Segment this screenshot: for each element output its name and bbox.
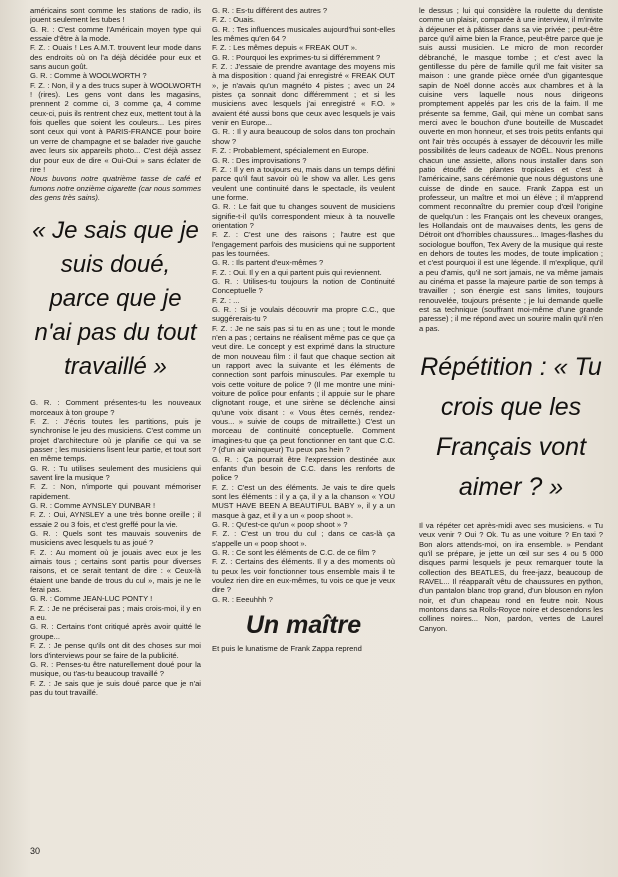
paragraph: G. R. : Le fait que tu changes souvent de musiciens signifie-t-il qu'ils correspondent mieux à ta nouvelle orientation ? xyxy=(212,202,395,230)
paragraph: G. R. : Tu utilises seulement des musiciens qui savent lire la musique ? xyxy=(30,463,201,482)
pull-quote-talent: « Je sais que je suis doué, parce que je n'ai pas du tout travaillé » xyxy=(32,217,199,381)
section-heading: Un maître xyxy=(245,611,362,639)
paragraph: F. Z. : Oui. Il y en a qui partent puis qui reviennent. xyxy=(212,267,382,277)
paragraph: G. R. : Comme JEAN-LUC PONTY ! xyxy=(30,594,153,604)
paragraph: G. R. : Certains t'ont critiqué après avoir quitté le groupe... xyxy=(30,622,201,641)
paragraph: F. Z. : Ouais ! Les A.M.T. trouvent leur mode dans des endroits où on l'a déjà décidée pour eux et sans aucun goût. xyxy=(30,43,201,72)
paragraph: G. R. : Ça pourrait être l'expression destinée aux enfants d'un besoin de C.C. dans les renforts de police ? xyxy=(212,454,395,483)
paragraph: F. Z. : Les mêmes depuis « FREAK OUT ». xyxy=(212,43,358,53)
paragraph: G. R. : Es-tu différent des autres ? xyxy=(212,6,328,15)
paragraph: G. R. : Ce sont les éléments de C.C. de ce film ? xyxy=(212,547,376,557)
paragraph: Il va répéter cet après-midi avec ses musiciens. « Tu veux venir ? Oui ? Ok. Tu as une voiture ? En taxi ? Bon alors attends-moi, on ira ensemble. » Pendant qu'il se prépare, je jette un œil sur ses 4 ou 5 000 disques parmi lesquels je peux remarquer toute la collection des BEATLES, du free-jazz, beaucoup de RAVEL... Il réapparaît vêtu de chaussures en python, d'un pantalon blanc trop grand, d'un blouson en nylon noir, et d'un chapeau rond en feutre noir. Nous montons dans sa Rolls-Royce noire et descendons les collines noires... Non, pardon, vertes de Laurel Canyon. xyxy=(419,521,603,633)
paragraph: F. Z. : C'est un des éléments. Je vais te dire quels sont les éléments : il y a ça, il y a la chanson « YOU MUST HAVE BEEN A BEAUTIFUL BABY », il y a un masque à gaz, et il y a un « poop shoot ». xyxy=(212,482,395,520)
italic-note: Nous buvons notre quatrième tasse de café et fumons notre onzième cigarette (car nous sommes des gens très sains). xyxy=(30,174,201,202)
paragraph: G. R. : Ils partent d'eux-mêmes ? xyxy=(212,258,324,268)
paragraph: G. R. : Comment présentes-tu les nouveaux morceaux à ton groupe ? xyxy=(30,398,201,417)
paragraph: F. Z. : J'écris toutes les partitions, puis je synchronise le jeu des musiciens. C'est comme un projet d'architecture où je planifie ce qui va se passer ; les musiciens lisent leur partie, et tout sort en même temps. xyxy=(30,416,201,464)
paragraph: F. Z. : Je sais que je suis doué parce que je n'ai pas du tout travaillé. xyxy=(30,678,201,697)
paragraph: F. Z. : C'est une des raisons ; l'autre est que l'engagement parfois des musiciens qui ne supportent pas les tournées. xyxy=(212,230,395,258)
column-left xyxy=(30,6,201,697)
paragraph: G. R. : Comme à WOOLWORTH ? xyxy=(30,71,147,81)
paragraph: F. Z. : Je pense qu'ils ont dit des choses sur moi lors d'interviews pour se faire de la publicité. xyxy=(30,641,201,660)
paragraph: F. Z. : Oui, AYNSLEY a une très bonne oreille ; il essaie 2 ou 3 fois, et c'est greffé pour la vie. xyxy=(30,510,201,529)
paragraph: G. R. : Qu'est-ce qu'un « poop shoot » ? xyxy=(212,519,348,529)
paragraph: F. Z. : Au moment où je jouais avec eux je les aimais tous ; certains sont partis pour diverses raisons, et ce serait tentant de dire : « Ceux-là étaient une bande de trous du cul », mais je ne le ferai pas. xyxy=(30,547,201,595)
paragraph: F. Z. : J'essaie de prendre avantage des moyens mis à ma disposition : quand j'ai enregistré « FREAK OUT », je n'avais qu'un magnéto 4 pistes ; avec un 24 pistes ça sonnait donc différemment ; et si les musiciens avec lesquels j'ai enregistré « F.O. » avaient été aussi bons que ceux avec lesquels je vais venir en Europe... xyxy=(212,62,395,128)
paragraph: G. R. : Tes influences musicales aujourd'hui sont-elles les mêmes qu'en 64 ? xyxy=(212,24,395,44)
paragraph: F. Z. : Non, n'importe qui pouvant mémoriser rapidement. xyxy=(30,482,201,501)
paragraph: F. Z. : Je ne préciserai pas ; mais crois-moi, il y en a eu. xyxy=(30,603,201,623)
paragraph: F. Z. : Il y en a toujours eu, mais dans un temps défini parce qu'il faut savoir où le show va aller. Les gens veulent une continuité dans le spectacle, ils veulent une forme. xyxy=(212,164,395,202)
column-right xyxy=(419,6,603,633)
pull-quote-repetition: Répétition : « Tu crois que les Français vont aimer ? » xyxy=(420,353,602,502)
section-intro: Et puis le lunatisme de Frank Zappa reprend xyxy=(212,644,362,653)
paragraph: F. Z. : Probablement, spécialement en Europe. xyxy=(212,146,369,156)
paragraph: G. R. : Il y aura beaucoup de solos dans ton prochain show ? xyxy=(212,127,395,146)
column-middle xyxy=(212,6,395,653)
paragraph: G. R. : Pourquoi les exprimes-tu si différemment ? xyxy=(212,52,381,62)
paragraph: G. R. : Eeeuhhh ? xyxy=(212,594,273,604)
paragraph: G. R. : Quels sont tes mauvais souvenirs de musiciens avec lesquels tu as joué ? xyxy=(30,529,201,548)
paragraph: G. R. : Si je voulais découvrir ma propre C.C., que suggérerais-tu ? xyxy=(212,305,395,324)
paragraph: F. Z. : Certains des éléments. Il y a des moments où tu peux les voir fonctionner tous ensemble mais il te voulez rien dire en eux-mêmes, tu vois ce que je veux dire ? xyxy=(212,557,395,595)
paragraph: G. R. : C'est comme l'Américain moyen type qui essaie d'être à la mode. xyxy=(30,24,201,44)
paragraph: le dessus ; lui qui considère la roulette du dentiste comme un plaisir, comparée à une interview, il m'invite à déjeuner et à pâtisser dans sa vie privée ; peut-être parce qu'il aime bien la France, peut-être parce que je suis aussi musicien. Le micro de mon recorder débranché, le masque tombe ; et c'est avec la gentillesse du père de famille qu'il me fait visiter sa maison : une grande pièce ornée d'un gigantesque sapin de Noël donne accès aux chambres et à la cuisine vers laquelle nous nous dirigeons promptement appelés par les cris de la faim. Il me présente sa femme, Gail, qui mène un combat sans merci avec le bouchon d'une bouteille de Muscadet ouverte en mon honneur, et ses trois petits enfants qui ont l'air très occupés à essayer de découvrir les mille possibilités de leurs cadeaux de NOËL. Nous prenons chacun une assiette, allons nous installer dans son patio étouffé de plantes tropicales et c'est à l'américaine, sans cérémonie que nous dégustons une cuisse de dinde en sauce. Frank Zappa est un professeur, un maître et moi un élève ; il m'apprend comment reconnaître du premier coup d'œil l'origine de quelqu'un : les Français ont les cheveux oranges, les Hollandais ont de mauvaises dents, les gens de Détroit ont d'horribles chaussures... Images-flashes du sociologue bouffon, Tex Avery de la musique qui reste en dehors de toutes les modes, de toute implication ; et c'est pourquoi il est une légende. Il m'explique, qu'il a peu d'amis, qu'il ne sort jamais, ne va même jamais au cinéma et passe la majeure partie de son temps à travailler ; son énergie est sans limites, toujours renouvelée, toujours présente ; je lui demande quelle est sa technique (souffrant moi-même d'une grande paresse) ; il me répond avec un sourire malin qu'il n'en a pas. xyxy=(419,6,603,333)
page-number: 30 xyxy=(30,846,41,856)
paragraph: F. Z. : C'est un trou du cul ; dans ce cas-là ça s'appelle un « poop shoot ». xyxy=(212,529,395,548)
paragraph: américains sont comme les stations de radio, ils jouent seulement les tubes ! xyxy=(30,6,201,25)
paragraph: G. R. : Des improvisations ? xyxy=(212,155,307,165)
paragraph: F. Z. : Non, il y a des trucs super à WOOLWORTH ! (rires). Les gens vont dans les magasins, prennent 2 comme ci, 3 comme ça, 4 comme ceux-ci, puis ils rentrent chez eux, mettent tout à la fois quelles que soient les couleurs... Les pires sont ceux qui vont à PARIS-FRANCE pour boire un verre de champagne et se balader rive gauche avec leurs six appareils photo... C'est déjà assez dur pour eux de dire « Oui-Oui » sans éclater de rire ! xyxy=(30,80,201,174)
paragraph: F. Z. : Ouais. xyxy=(212,15,256,25)
paragraph: G. R. : Penses-tu être naturellement doué pour la musique, ou t'as-tu beaucoup travaillé ? xyxy=(30,659,201,679)
paragraph: G. R. : Comme AYNSLEY DUNBAR ! xyxy=(30,501,156,510)
paragraph: F. Z. : ... xyxy=(212,295,240,305)
paragraph: F. Z. : Je ne sais pas si tu en as une ; tout le monde n'en a pas ; certains ne réalisent même pas ce que ça veut dire. Le concept y est exprimé dans la structure de mon nouveau film : il faut que chaque section ait un rapport avec la suivante et les éléments de connection sont parfois minuscules. Par exemple tu vois cette voiture de police ? (Il me montre une mini-voiture de police pour enfants ; il appuie sur le phare clignotant rouge, et une sirène se déclenche ainsi qu'une voix disant : « Vous êtes cernés, rendez-vous... » suivie de coups de mitraillette.) C'est un morceau de continuité conceptuelle. Comment imagines-tu que ça peut fonctionner en tant que C.C. ? (d'un air vainqueur) Tu peux pas hein ? xyxy=(212,323,395,455)
paragraph: G. R. : Utilises-tu toujours la notion de Continuité Conceptuelle ? xyxy=(212,276,395,296)
